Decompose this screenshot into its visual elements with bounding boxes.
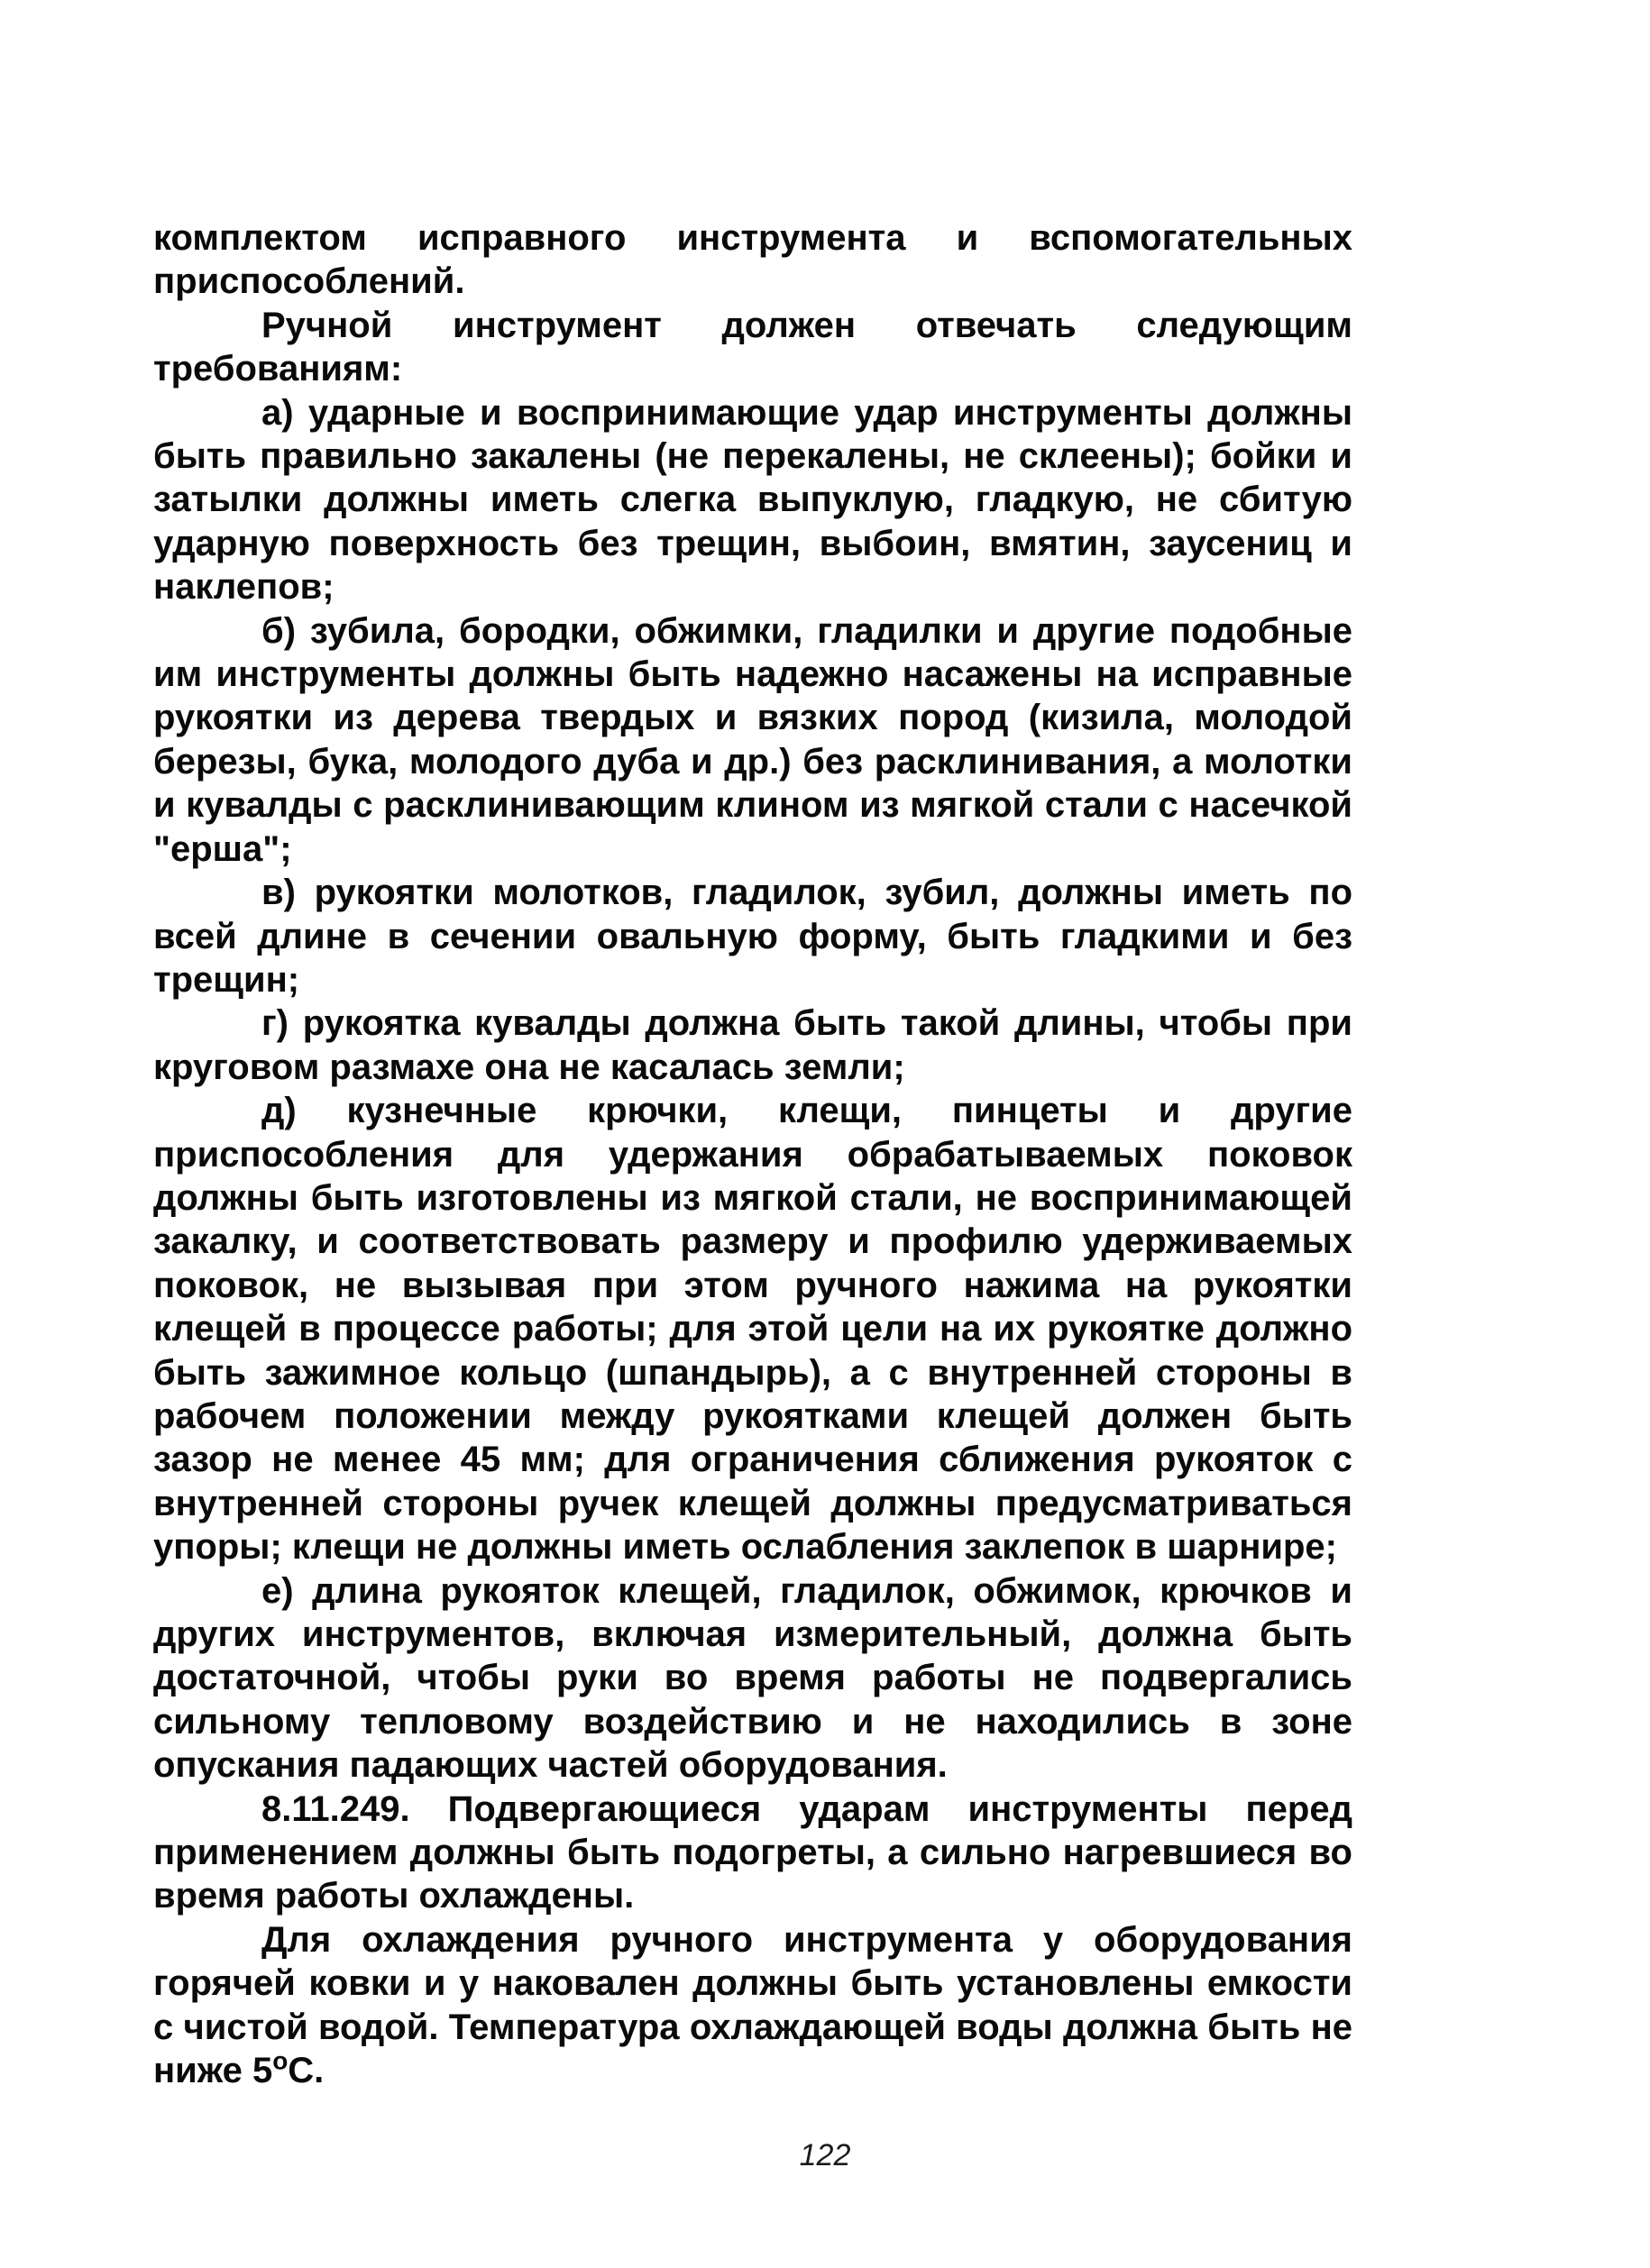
degree-superscript: о — [272, 2046, 289, 2075]
paragraph-item-d: д) кузнечные крючки, клещи, пинцеты и другие приспособления для удержания обрабатываемых поковок должны быть изготовлены из мягкой стали, не воспринимающей закалку, и соответствовать размеру и профилю удерживаемых поковок, не вызывая при этом ручного нажима на рукоятки клещей в процессе работы; для этой цели на их рукоятке должно быть зажимное кольцо (шпандырь), а с внутренней стороны в рабочем положении между рукоятками клещей должен быть зазор не менее 45 мм; для ограничения сближения рукояток с внутренней стороны ручек клещей должны предусматриваться упоры; клещи не должны иметь ослабления заклепок в шарнире; — [153, 1091, 1352, 1568]
paragraph-cooling-text: Для охлаждения ручного инструмента у оборудования горячей ковки и у наковален должны быть установлены емкости с чистой водой. Температура охлаждающей воды должна быть не ниже 5 — [153, 1919, 1352, 2091]
temperature-unit: С. — [288, 2051, 325, 2091]
paragraph-requirements-intro: Ручной инструмент должен отвечать следующим требованиям: — [153, 305, 1352, 389]
paragraph-item-e: е) длина рукояток клещей, гладилок, обжимок, крючков и других инструментов, включая измерительный, должна быть достаточной, чтобы руки во время работы не подвергались сильному тепловому воздействию и не находились в зоне опускания падающих частей оборудования. — [153, 1570, 1352, 1786]
page-body — [153, 216, 1352, 2092]
paragraph-continuation: комплектом исправного инструмента и вспомогательных приспособлений. — [153, 218, 1352, 302]
paragraph-cooling — [153, 1918, 1352, 2093]
paragraph-item-v: в) рукоятки молотков, гладилок, зубил, должны иметь по всей длине в сечении овальную форму, быть гладкими и без трещин; — [153, 873, 1352, 1000]
paragraph-clause-8-11-249: 8.11.249. Подвергающиеся ударам инструменты перед применением должны быть подогреты, а сильно нагревшиеся во время работы охлаждены. — [153, 1788, 1352, 1916]
paragraph-item-b: б) зубила, бородки, обжимки, гладилки и другие подобные им инструменты должны быть надежно насажены на исправные рукоятки из дерева твердых и вязких пород (кизила, молодой березы, бука, молодого дуба и др.) без расклинивания, а молотки и кувалды с расклинивающим клином из мягкой стали с насечкой "ерша"; — [153, 610, 1352, 869]
page-number: 122 — [799, 2138, 851, 2172]
paragraph-item-a: а) ударные и воспринимающие удар инструменты должны быть правильно закалены (не перекалены, не склеены); бойки и затылки должны иметь слегка выпуклую, гладкую, не сбитую ударную поверхность без трещин, выбоин, вмятин, заусениц и наклепов; — [153, 392, 1352, 608]
paragraph-item-g: г) рукоятка кувалды должна быть такой длины, чтобы при круговом размахе она не касалась земли; — [153, 1003, 1352, 1087]
